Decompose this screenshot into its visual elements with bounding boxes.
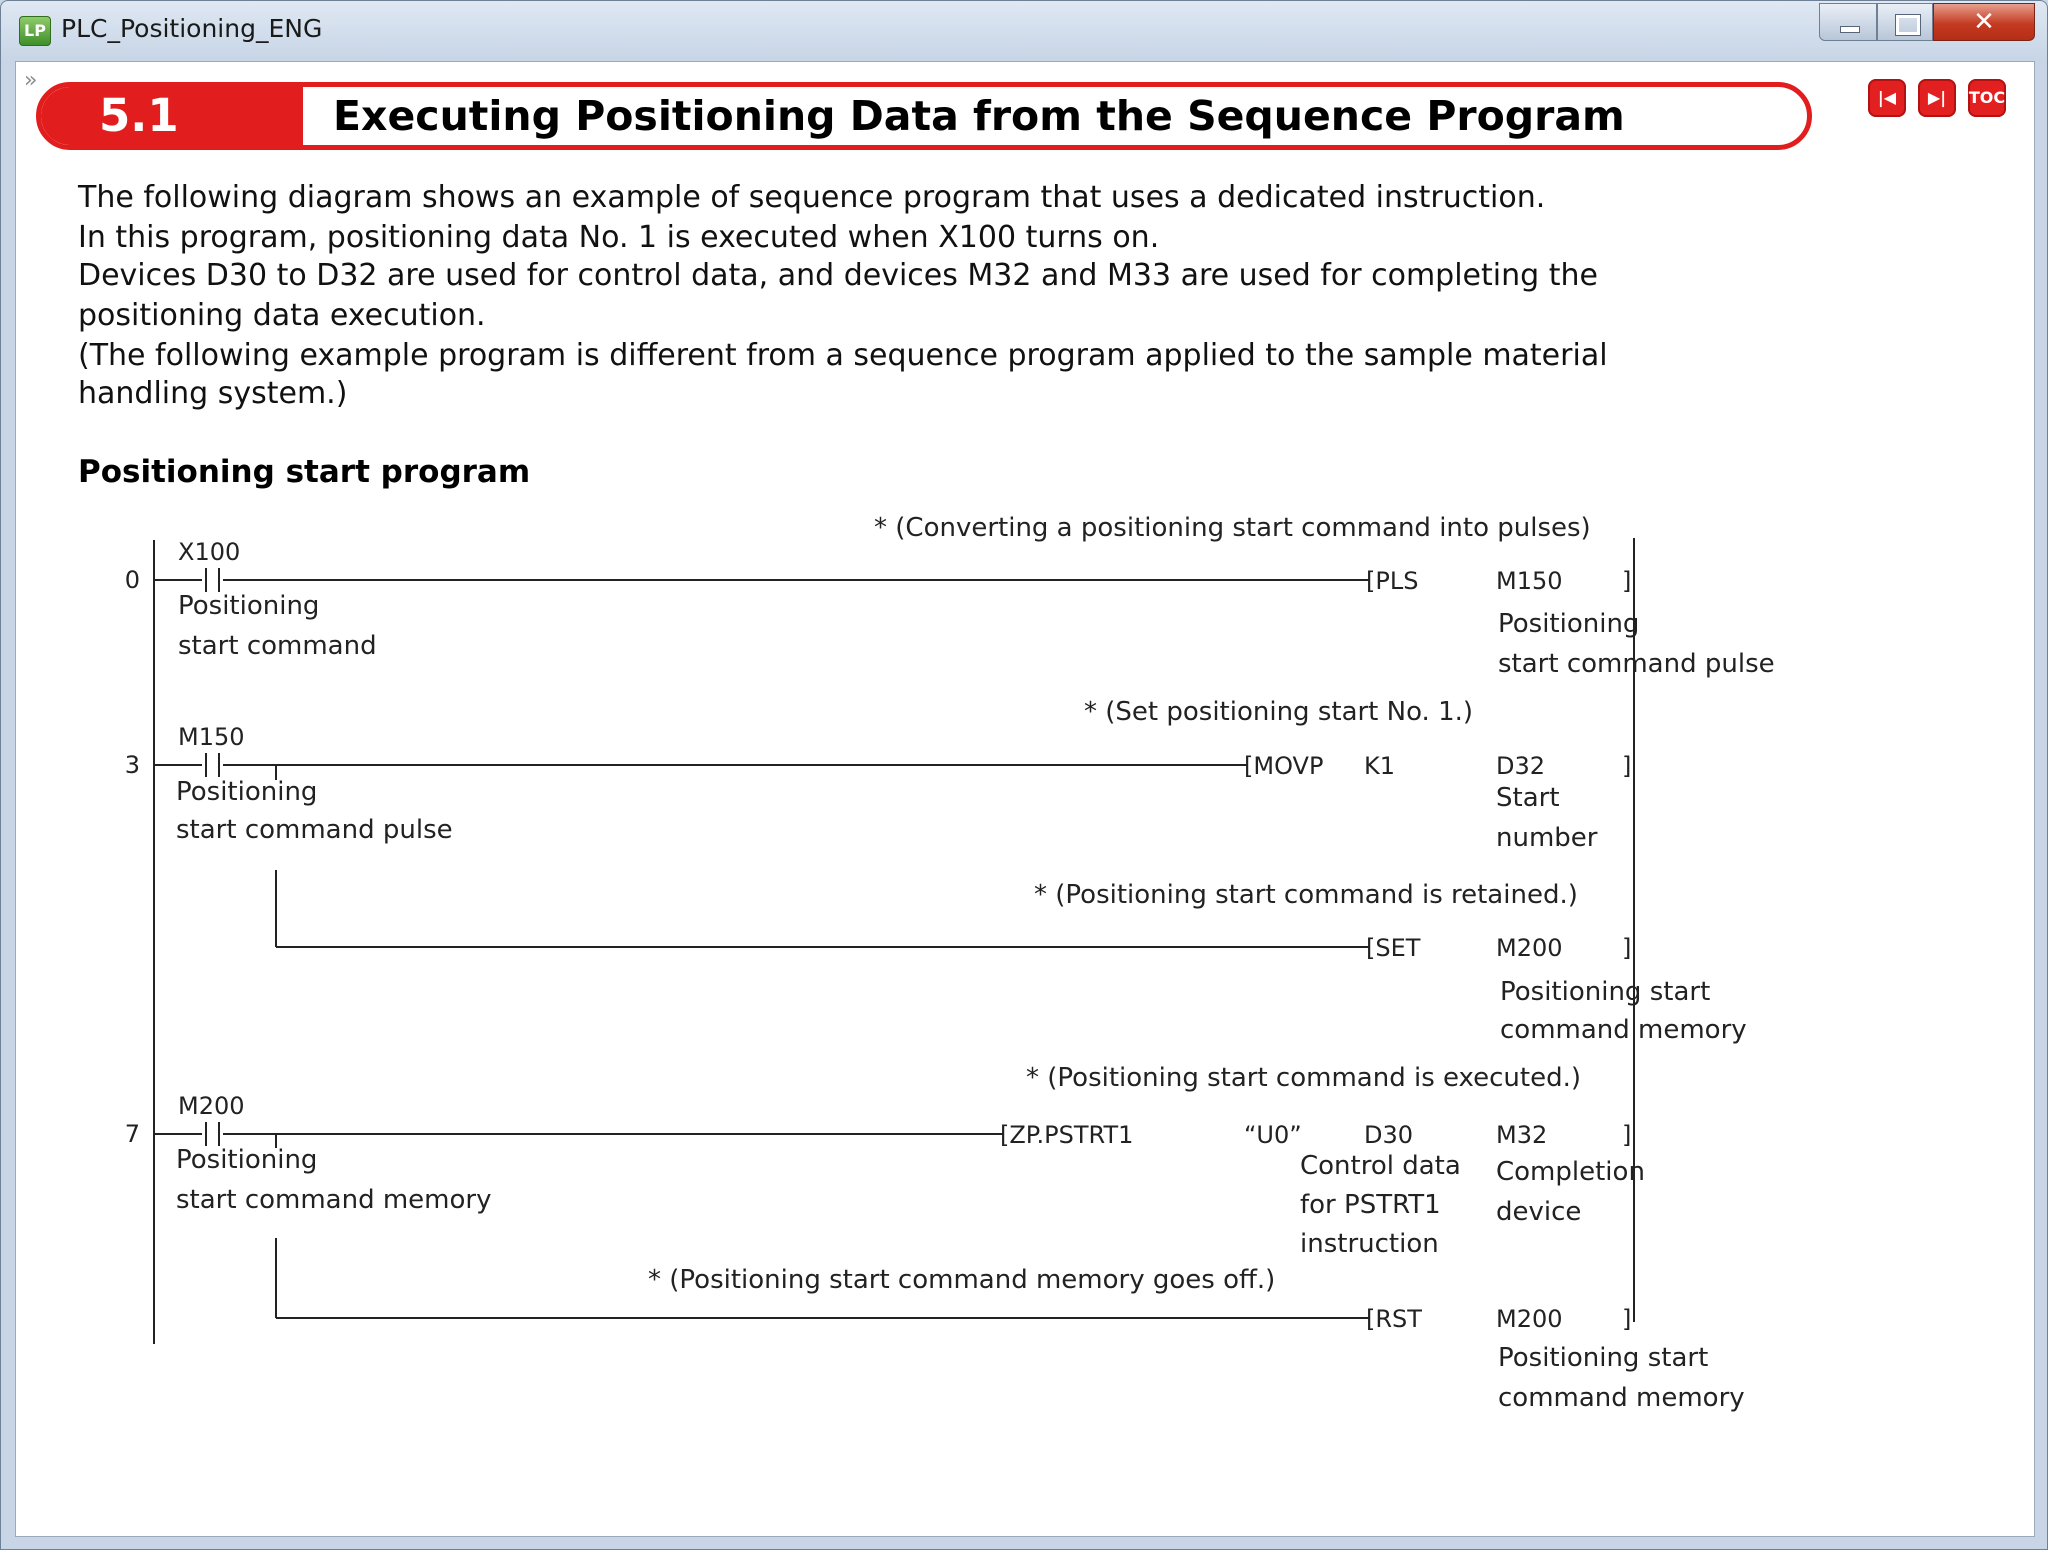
contact-label: M150 — [178, 723, 245, 751]
control-data-description: instruction — [1300, 1229, 1439, 1259]
close-icon: ✕ — [1973, 7, 1995, 37]
rung-comment: * (Positioning start command memory goes off.) — [648, 1265, 1276, 1295]
rung-step-number: 3 — [124, 751, 140, 779]
operand-label: M32 — [1496, 1121, 1548, 1149]
intro-line: In this program, positioning data No. 1 is executed when X100 turns on. — [78, 220, 1160, 255]
contact-label: X100 — [178, 538, 241, 566]
contact-description: start command — [178, 631, 377, 661]
rung-step-number: 7 — [124, 1120, 140, 1148]
instruction-end-bracket: ] — [1622, 752, 1632, 780]
device-description: number — [1496, 823, 1598, 853]
instruction-end-bracket: ] — [1622, 567, 1632, 595]
rung-comment: * (Set positioning start No. 1.) — [1084, 697, 1474, 727]
content-pane — [15, 61, 2035, 1537]
contact-description: Positioning — [176, 1145, 318, 1175]
program-subheading: Positioning start program — [78, 454, 531, 490]
rung-step-number: 0 — [124, 566, 140, 594]
rung-comment: * (Converting a positioning start command into pulses) — [874, 513, 1591, 543]
device-description: command memory — [1498, 1383, 1745, 1413]
intro-line: handling system.) — [78, 376, 348, 411]
operand-label: M200 — [1496, 1305, 1563, 1333]
instruction-end-bracket: ] — [1622, 934, 1632, 962]
app-icon: LP — [19, 16, 51, 46]
device-description: command memory — [1500, 1015, 1747, 1045]
control-data-description: for PSTRT1 — [1300, 1190, 1441, 1220]
intro-line: Devices D30 to D32 are used for control data, and devices M32 and M33 are used for completing the — [78, 258, 1598, 293]
device-description: device — [1496, 1197, 1582, 1227]
instruction-end-bracket: ] — [1622, 1121, 1632, 1149]
instruction-label: [MOVP — [1244, 752, 1324, 780]
instruction-label: [SET — [1366, 934, 1421, 962]
operand-label: D32 — [1496, 752, 1546, 780]
minimize-icon — [1840, 26, 1860, 33]
toc-icon: TOC — [1968, 88, 2006, 107]
section-number: 5.1 — [99, 89, 179, 142]
section-title: Executing Positioning Data from the Sequence Program — [333, 92, 1625, 140]
operand-label: M200 — [1496, 934, 1563, 962]
device-description: Positioning — [1498, 609, 1640, 639]
intro-line: positioning data execution. — [78, 298, 486, 333]
device-description: Completion — [1496, 1157, 1645, 1187]
expand-panel-icon[interactable]: » — [24, 68, 38, 93]
maximize-button[interactable] — [1877, 3, 1933, 41]
instruction-label: [PLS — [1366, 567, 1419, 595]
skip-back-icon: |◀ — [1877, 88, 1897, 107]
device-description: Positioning start — [1500, 977, 1711, 1007]
device-description: start command pulse — [1498, 649, 1775, 679]
contact-description: Positioning — [178, 591, 320, 621]
ladder-diagram — [16, 62, 2034, 1536]
rung-comment: * (Positioning start command is executed.) — [1026, 1063, 1582, 1093]
intro-line: The following diagram shows an example of sequence program that uses a dedicated instruction. — [78, 180, 1546, 215]
operand-label: K1 — [1364, 752, 1396, 780]
operand-label: D30 — [1364, 1121, 1414, 1149]
control-data-description: Control data — [1300, 1151, 1461, 1181]
contact-description: start command memory — [176, 1185, 492, 1215]
contact-description: start command pulse — [176, 815, 453, 845]
contact-description: Positioning — [176, 777, 318, 807]
window-title: PLC_Positioning_ENG — [61, 14, 323, 43]
instruction-label: [ZP.PSTRT1 — [1000, 1121, 1134, 1149]
operand-label: “U0” — [1244, 1121, 1302, 1149]
device-description: Start — [1496, 783, 1560, 813]
intro-line: (The following example program is different from a sequence program applied to the sample material — [78, 338, 1608, 373]
rung-comment: * (Positioning start command is retained.) — [1034, 880, 1578, 910]
minimize-button[interactable] — [1819, 3, 1877, 41]
instruction-label: [RST — [1366, 1305, 1422, 1333]
operand-label: M150 — [1496, 567, 1563, 595]
device-description: Positioning start — [1498, 1343, 1709, 1373]
contact-label: M200 — [178, 1092, 245, 1120]
title-bar[interactable] — [1, 1, 2047, 61]
maximize-icon — [1896, 15, 1920, 35]
skip-forward-icon: ▶| — [1927, 88, 1947, 107]
close-button[interactable] — [1933, 3, 2035, 41]
instruction-end-bracket: ] — [1622, 1305, 1632, 1333]
